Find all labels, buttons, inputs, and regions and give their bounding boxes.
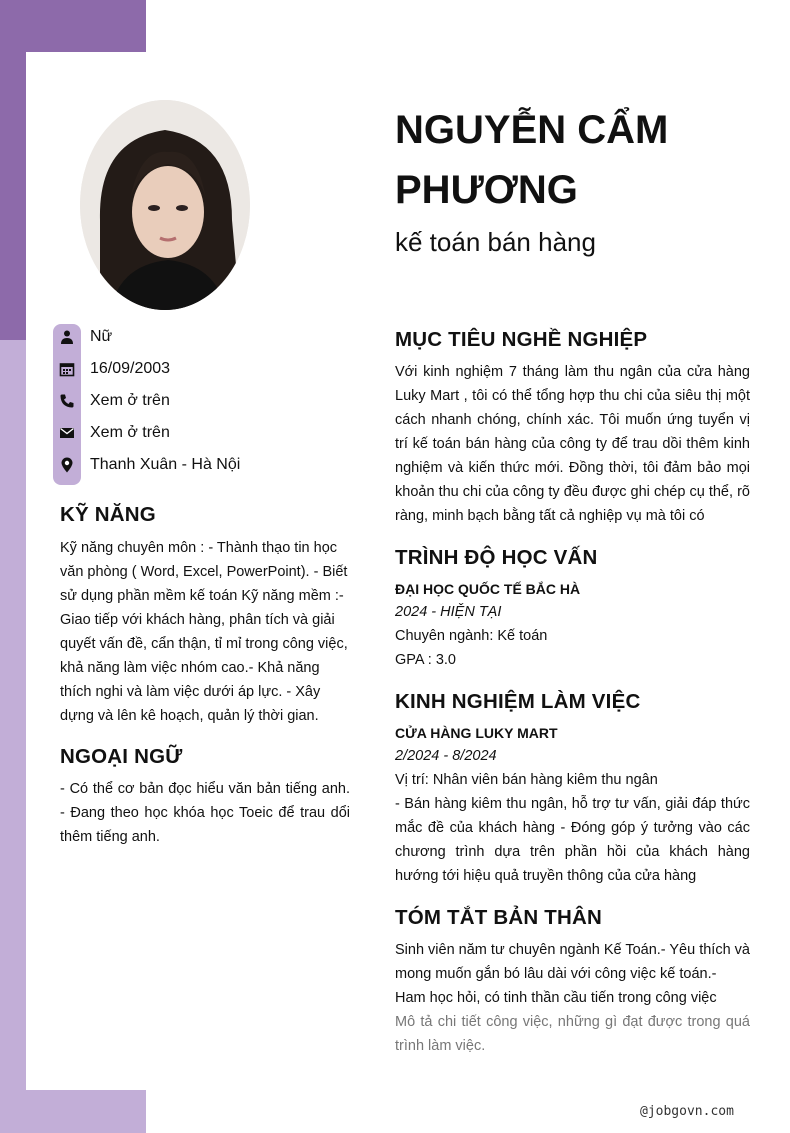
contact-address [53, 449, 240, 481]
calendar-icon [53, 353, 81, 385]
contact-address-text: Thanh Xuân - Hà Nội [90, 456, 241, 473]
contact-phone [53, 385, 170, 417]
phone-icon [53, 385, 81, 417]
contact-email-text: Xem ở trên [90, 424, 170, 441]
contact-phone-text: Xem ở trên [90, 392, 170, 409]
summary-text: Sinh viên năm tư chuyên ngành Kế Toán.- Yêu thích và mong muốn gắn bó lâu dài với công việc kế toán.- Ham học hỏi, có tinh thần cầu tiến trong công việc [395, 942, 750, 1006]
experience-period: 2/2024 - 8/2024 [395, 748, 497, 764]
decorative-band-bottom [0, 1090, 146, 1133]
contact-birthdate [53, 353, 170, 385]
candidate-name: NGUYỄN CẨM PHƯƠNG [395, 108, 669, 212]
experience-position: Vị trí: Nhân viên bán hàng kiêm thu ngân [395, 772, 658, 788]
experience-company: CỬA HÀNG LUKY MART [395, 725, 558, 741]
education-heading: TRÌNH ĐỘ HỌC VẤN [395, 546, 598, 569]
email-icon [53, 417, 81, 449]
footer-watermark: @jobgovn.com [640, 1104, 734, 1119]
objective-heading: MỤC TIÊU NGHỀ NGHIỆP [395, 328, 648, 351]
summary-heading: TÓM TẮT BẢN THÂN [395, 906, 603, 929]
contact-email [53, 417, 170, 449]
contact-birthdate-text: 16/09/2003 [90, 360, 171, 377]
contact-gender [53, 321, 112, 353]
location-pin-icon [53, 449, 81, 481]
skills-heading: KỸ NĂNG [60, 503, 156, 526]
person-icon [53, 321, 81, 353]
education-period: 2024 - HIỆN TẠI [395, 604, 502, 620]
languages-text: - Có thể cơ bản đọc hiểu văn bản tiếng anh. - Đang theo học khóa học Toeic để trau dổi thêm tiếng anh. [60, 781, 350, 845]
summary-placeholder-text: Mô tả chi tiết công việc, những gì đạt được trong quá trình làm việc. [395, 1014, 750, 1054]
skills-text: Kỹ năng chuyên môn : - Thành thạo tin học văn phòng ( Word, Excel, PowerPoint). - Biết sử dụng phần mềm kế toán Kỹ năng mềm :- Giao tiếp với khách hàng, phân tích và giải quyết vấn đề, cẩn thận, tỉ mỉ trong công việc, khả năng làm việc nhóm cao.- Khả năng thích nghi và làm việc dưới áp lực. - Xây dựng và lên kê hoạch, quản lý thời gian. [60, 540, 348, 724]
experience-heading: KINH NGHIỆM LÀM VIỆC [395, 690, 641, 713]
experience-description: - Bán hàng kiêm thu ngân, hỗ trợ tư vấn, giải đáp thức mắc đề của khách hàng - Đóng góp ý tưởng vào các chương trình dựa trên phần hồi của khách hàng hướng tới hiệu quả truyền thông của cửa hàng [395, 796, 750, 884]
education-major: Chuyên ngành: Kế toán [395, 628, 548, 644]
education-school: ĐẠI HỌC QUỐC TẾ BẮC HÀ [395, 581, 581, 597]
objective-text: Với kinh nghiệm 7 tháng làm thu ngân của cửa hàng Luky Mart , tôi có thể tổng hợp thu chi của siêu thị một cách nhanh chóng, chính xác. Tôi muốn ứng tuyển vị trí kế toán bán hàng của công ty để trau dồi thêm kinh nghiệm và kiến thức mới. Đồng thời, tôi đảm bảo mọi khoản thu chi của công ty đều được ghi chép cụ thể, rõ ràng, minh bạch bằng tất cả nghiệp vụ mà tôi có [395, 364, 750, 524]
languages-heading: NGOẠI NGỮ [60, 745, 183, 768]
job-title: kế toán bán hàng [395, 227, 596, 257]
profile-photo [80, 100, 250, 310]
education-gpa: GPA : 3.0 [395, 652, 456, 668]
contact-gender-text: Nữ [90, 328, 113, 345]
